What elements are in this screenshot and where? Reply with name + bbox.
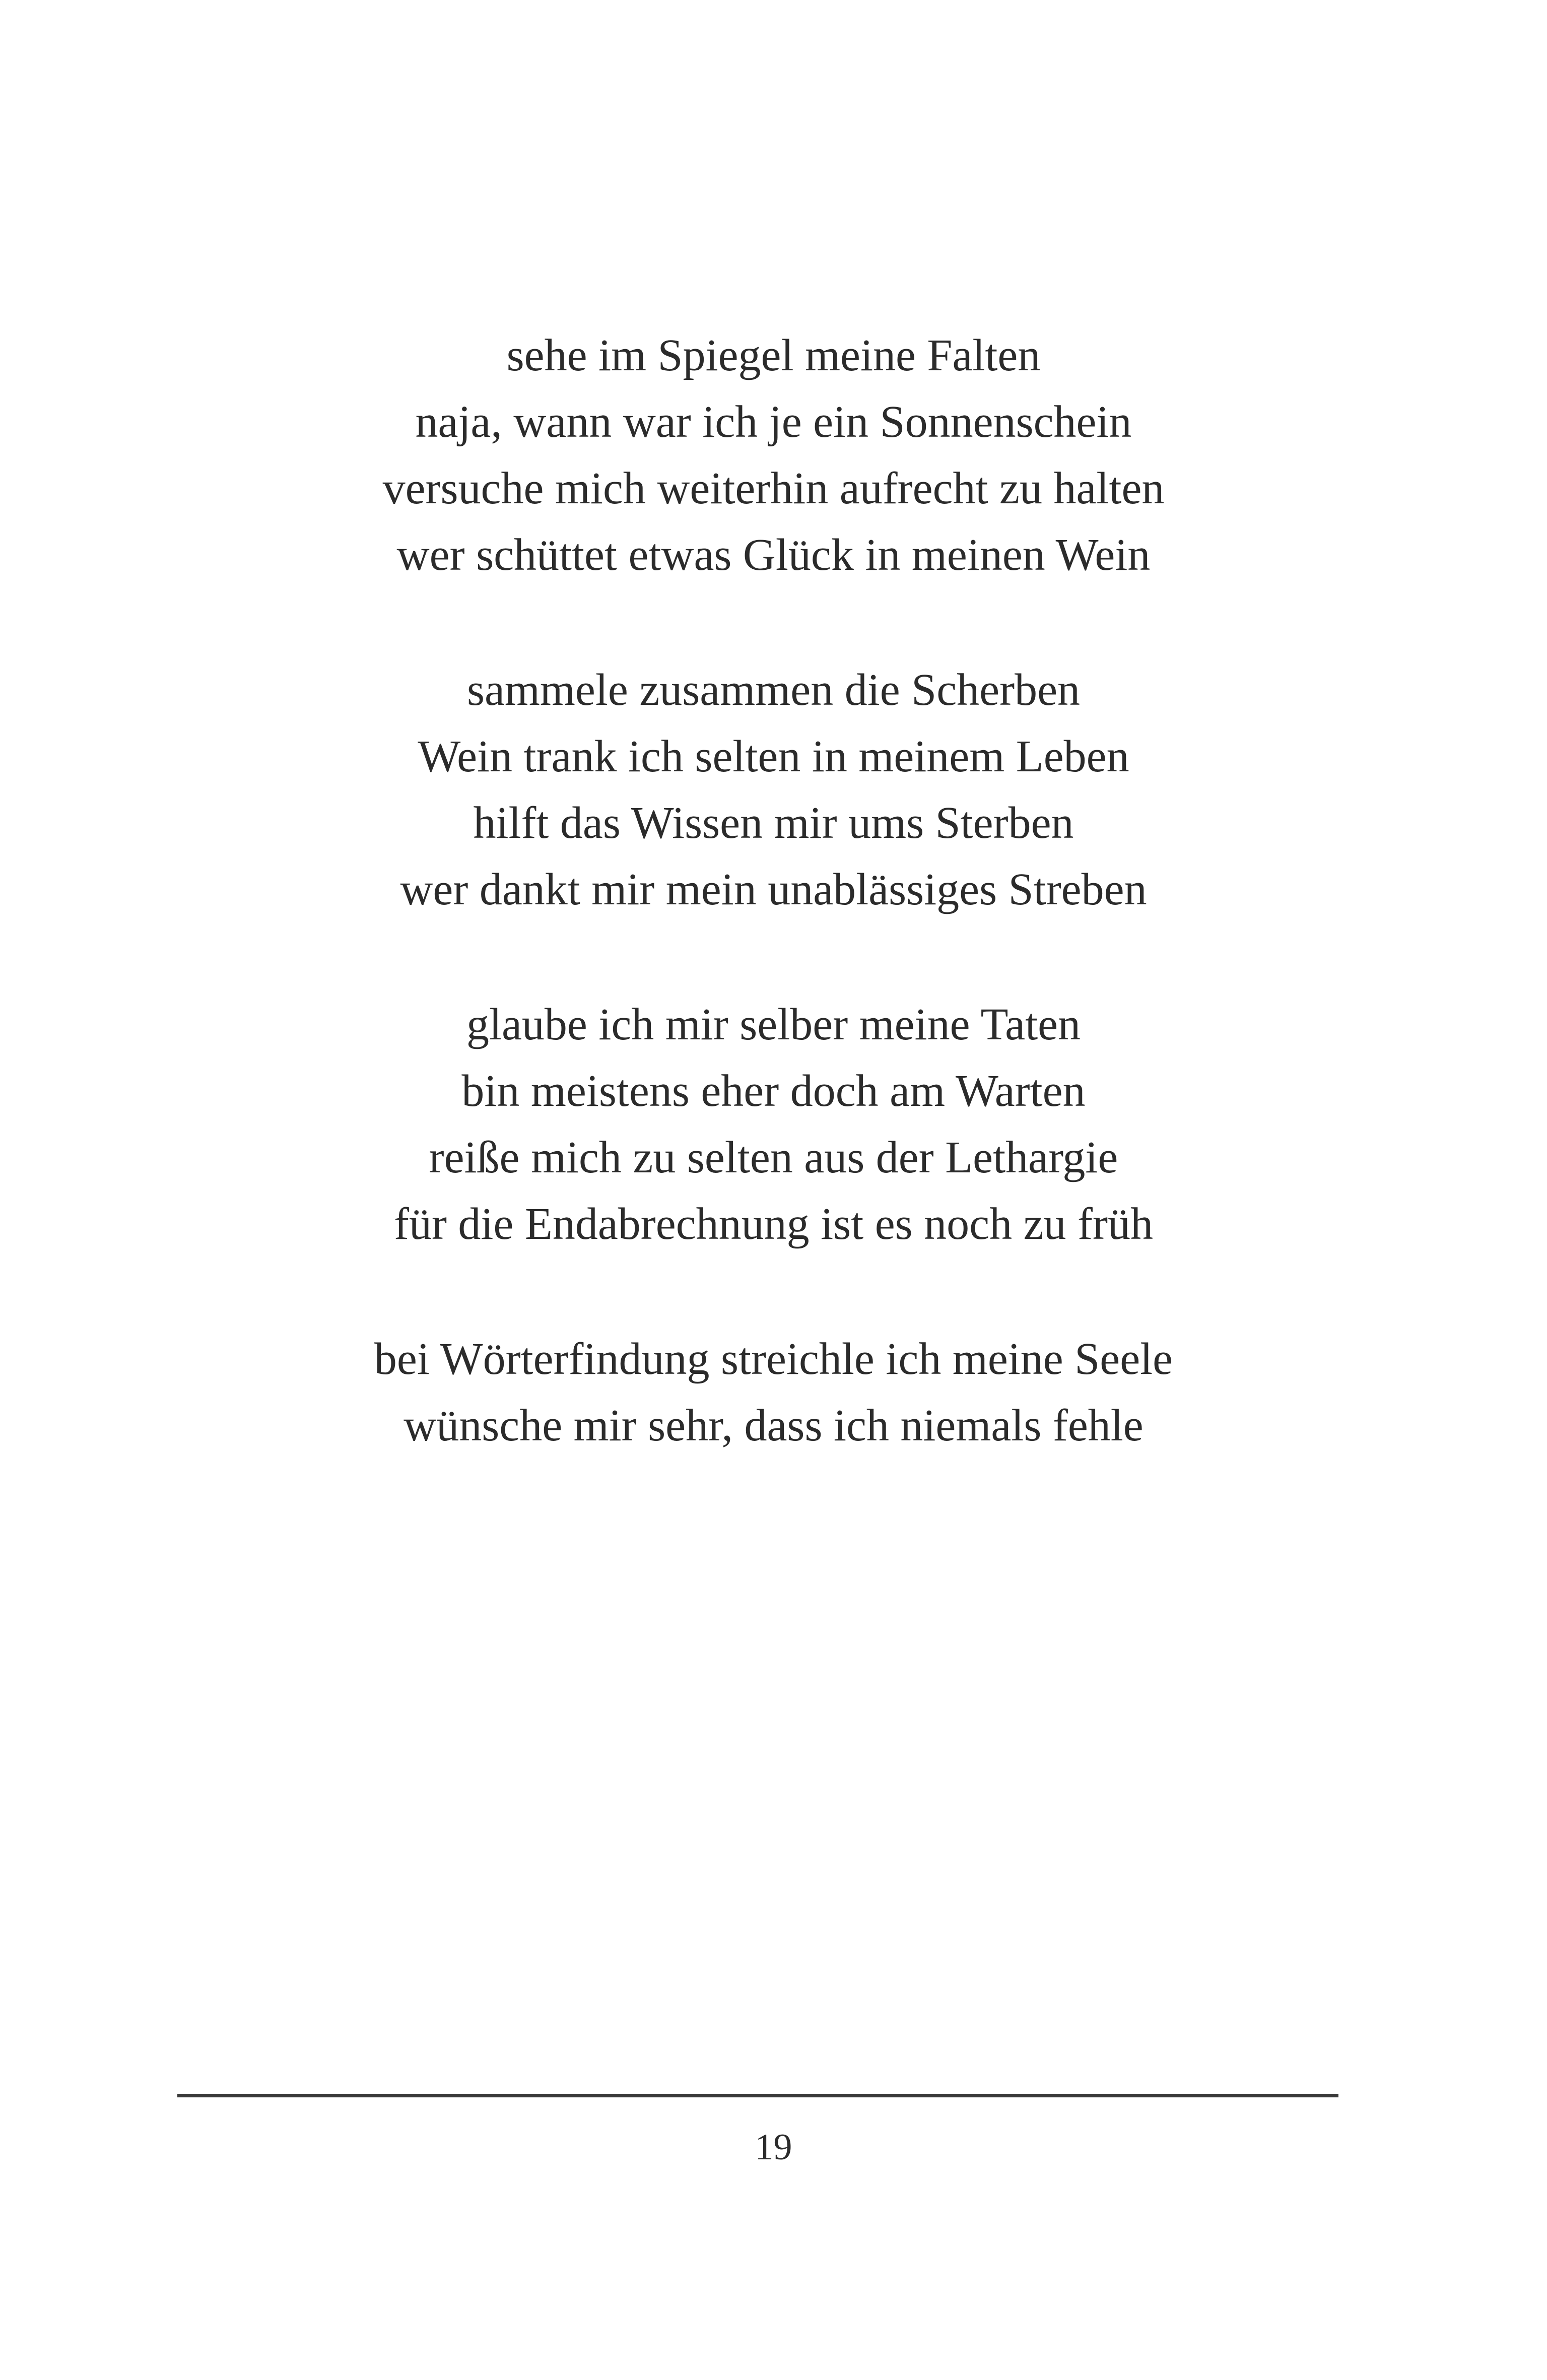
poem-line: wünsche mir sehr, dass ich niemals fehle — [403, 1401, 1144, 1450]
poem-line: sammele zusammen die Scherben — [466, 665, 1081, 715]
poem-line: wer dankt mir mein unablässiges Streben — [400, 865, 1147, 914]
stanza-4 — [0, 1326, 1547, 1459]
poem-line: bei Wörterfindung streichle ich meine Seele — [374, 1334, 1173, 1384]
poem-line: hilft das Wissen mir ums Sterben — [473, 798, 1074, 848]
poem-line: bin meistens eher doch am Warten — [461, 1066, 1086, 1116]
poem — [0, 322, 1547, 1528]
poem-line: wer schüttet etwas Glück in meinen Wein — [396, 530, 1151, 580]
poem-line: reiße mich zu selten aus der Lethargie — [429, 1133, 1118, 1182]
poem-line: Wein trank ich selten in meinem Leben — [418, 732, 1129, 781]
poem-line: glaube ich mir selber meine Taten — [466, 1000, 1081, 1049]
poem-line: für die Endabrechnung ist es noch zu früh — [393, 1199, 1154, 1249]
stanza-2 — [0, 657, 1547, 923]
page-number: 19 — [755, 2127, 792, 2168]
stanza-1 — [0, 322, 1547, 588]
poem-line: sehe im Spiegel meine Falten — [506, 330, 1041, 380]
poem-line: naja, wann war ich je ein Sonnenschein — [415, 397, 1132, 447]
footer-divider — [177, 2094, 1338, 2097]
poem-line: versuche mich weiterhin aufrecht zu halten — [382, 464, 1165, 513]
stanza-3 — [0, 991, 1547, 1258]
